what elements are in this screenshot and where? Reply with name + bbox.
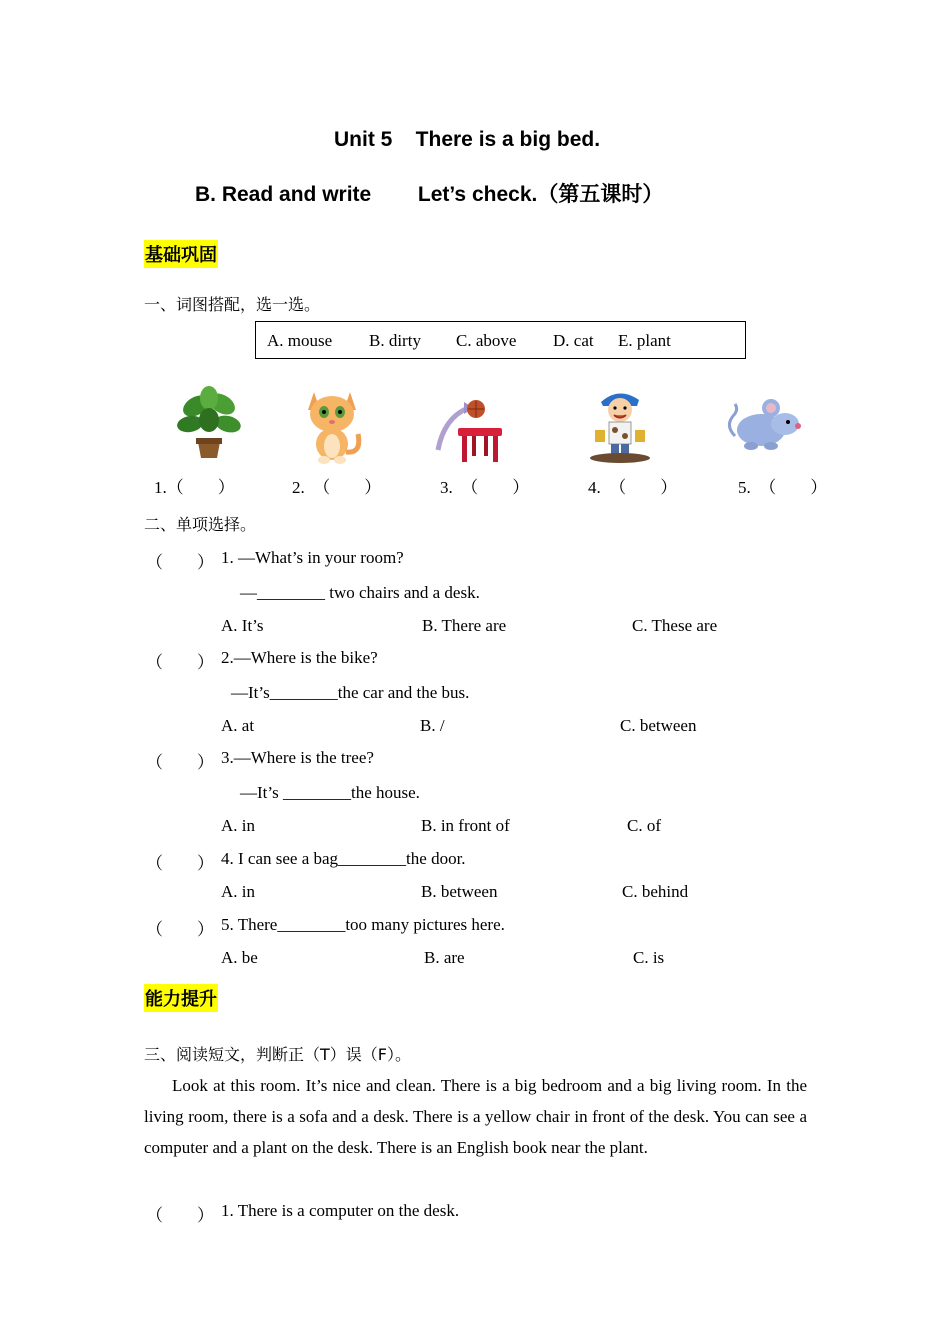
answer-bracket-2-2[interactable]: （ ） [146,653,214,672]
answer-line-2-2: —It’s________the car and the bus. [231,683,470,702]
picture-blank-3[interactable]: 3. （ ） [440,478,530,497]
option-2-4-b: B. between [421,882,498,901]
section-advanced-label: 能力提升 [144,984,218,1012]
mouse-icon [725,396,801,454]
answer-line-2-3: —It’s ________the house. [240,783,420,802]
page-subtitle: B. Read and write Let’s check.（第五课时） [195,183,664,206]
option-2-5-b: B. are [424,948,465,967]
picture-blank-4[interactable]: 4. （ ） [588,478,678,497]
part1-heading: 一、词图搭配，选一选。 [144,295,321,314]
answer-bracket-3-1[interactable]: （ ） [146,1206,214,1225]
option-2-1-b: B. There are [422,616,507,635]
option-2-3-a: A. in [221,816,255,835]
option-2-2-c: C. between [620,716,697,735]
answer-line-2-1: —________ two chairs and a desk. [240,583,480,602]
option-b: B. dirty [369,331,421,350]
cat-icon [300,382,364,464]
option-2-2-a: A. at [221,716,255,735]
ball-above-stool-icon [434,398,512,464]
option-2-3-b: B. in front of [421,816,510,835]
option-e: E. plant [618,331,671,350]
reading-passage: Look at this room. It’s nice and clean. There is a big bedroom and a big living room. In the living room, there is a sofa and a desk. There is a yellow chair in front of the desk. You can see a computer and a plant on the desk. There is an English book near the plant. [144,1076,807,1157]
answer-bracket-2-4[interactable]: （ ） [146,854,214,873]
picture-blank-2[interactable]: 2. （ ） [292,478,382,497]
picture-blank-1[interactable]: 1.（ ） [154,478,235,497]
option-2-3-c: C. of [627,816,661,835]
option-a: A. mouse [267,331,333,350]
option-2-4-c: C. behind [622,882,689,901]
option-2-2-b: B. / [420,716,445,735]
option-d: D. cat [553,331,594,350]
page-title: Unit 5 There is a big bed. [334,128,601,151]
dirty-boy-icon [585,386,655,464]
part2-heading: 二、单项选择。 [144,515,257,534]
option-2-5-a: A. be [221,948,258,967]
option-2-1-a: A. It’s [221,616,264,635]
option-c: C. above [456,331,517,350]
question-2-1: 1. —What’s in your room? [221,548,404,567]
answer-bracket-2-3[interactable]: （ ） [146,753,214,772]
question-2-4: 4. I can see a bag________the door. [221,849,466,868]
plant-icon [176,386,242,460]
question-2-3: 3.—Where is the tree? [221,748,374,767]
question-2-5: 5. There________too many pictures here. [221,915,505,934]
answer-bracket-2-1[interactable]: （ ） [146,553,214,572]
option-2-1-c: C. These are [632,616,718,635]
question-3-1: 1. There is a computer on the desk. [221,1201,460,1220]
option-2-4-a: A. in [221,882,255,901]
picture-blank-5[interactable]: 5. （ ） [738,478,828,497]
answer-bracket-2-5[interactable]: （ ） [146,920,214,939]
section-basic-label: 基础巩固 [144,240,218,268]
part3-heading: 三、阅读短文，判断正（T）误（F）。 [144,1045,411,1064]
option-2-5-c: C. is [633,948,665,967]
question-2-2: 2.—Where is the bike? [221,648,378,667]
